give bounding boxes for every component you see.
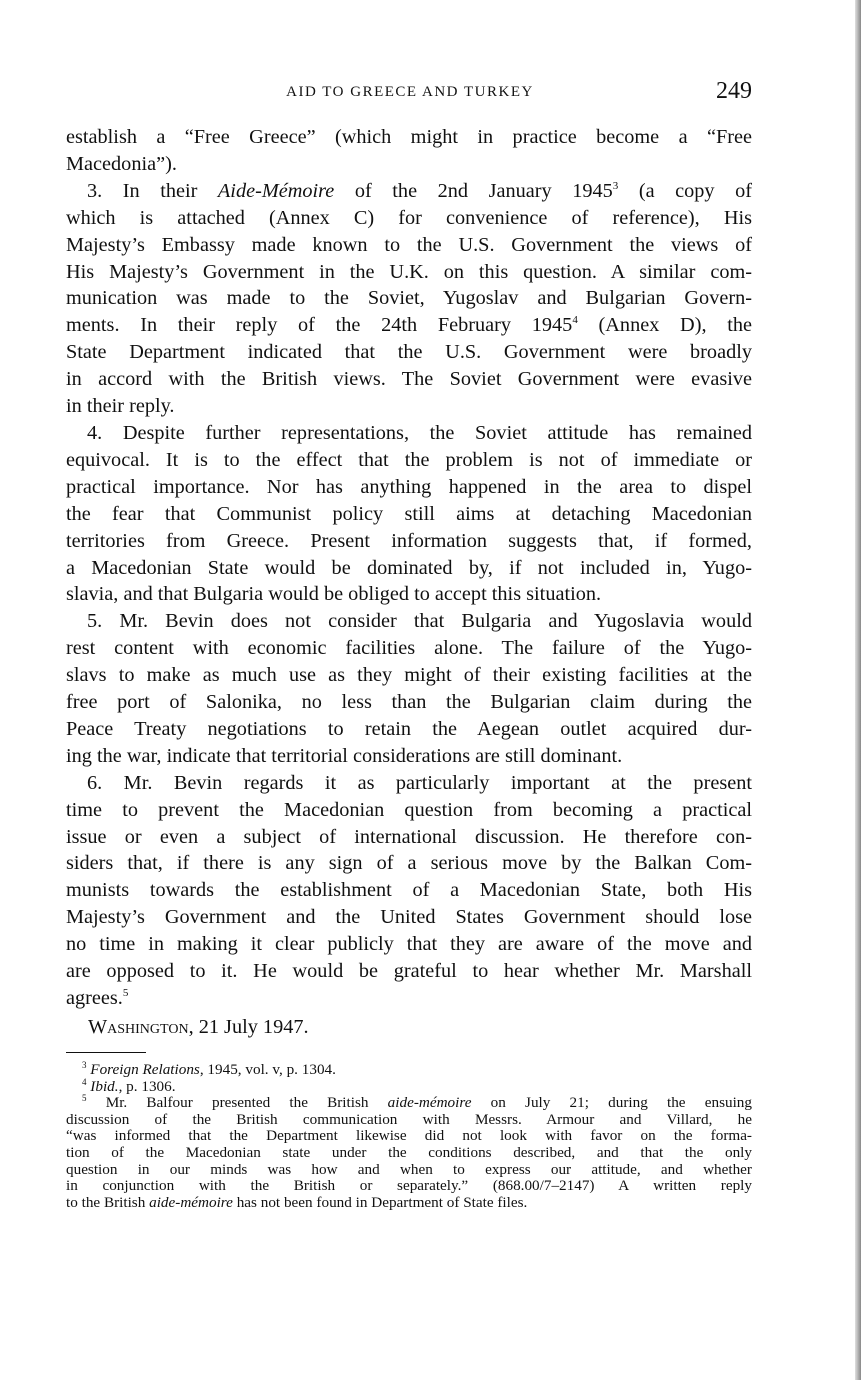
text-line <box>66 232 752 259</box>
text-run: question in our minds was how and when to express our attitude, and whether <box>66 1160 752 1178</box>
text-line <box>66 339 752 366</box>
text-line <box>66 877 752 904</box>
body-text <box>66 124 752 1012</box>
text-run: in conjunction with the British or separately.” (868.00/7–2147) A written reply <box>66 1177 752 1195</box>
footnote-marker: 3 <box>82 1059 87 1070</box>
text-line <box>66 474 752 501</box>
footnote-line <box>66 1076 752 1096</box>
text-run: 4. Despite further representations, the Soviet attitude has remained <box>87 421 752 444</box>
text-line <box>66 528 752 555</box>
running-head: AID TO GREECE AND TURKEY <box>286 84 534 100</box>
text-line <box>66 716 752 743</box>
text-run: to the British <box>66 1193 150 1211</box>
text-run: munication was made to the Soviet, Yugoslav and Bulgarian Govern- <box>66 287 752 310</box>
footnote-marker: 5 <box>122 987 129 1000</box>
text-line <box>66 124 752 151</box>
text-line <box>66 501 752 528</box>
text-run: in their reply. <box>66 395 175 418</box>
text-line <box>66 958 752 985</box>
footnote-marker: 5 <box>82 1093 87 1104</box>
text-run: which is attached (Annex C) for convenience of reference), His <box>66 206 752 229</box>
footnote-rule <box>66 1052 146 1053</box>
text-line <box>66 312 752 339</box>
text-run: Macedonia”). <box>66 152 177 175</box>
text-line <box>66 931 752 958</box>
text-run: State Department indicated that the U.S. Government were broadly <box>66 341 752 364</box>
italic-text: Ibid. <box>90 1077 119 1095</box>
page-header <box>68 78 752 110</box>
text-run: 5. Mr. Bevin does not consider that Bulgaria and Yugoslavia would <box>87 610 752 633</box>
text-line <box>66 447 752 474</box>
text-run: tion of the Macedonian state under the conditions described, and that the only <box>66 1143 752 1161</box>
text-run: discussion of the British communication with Messrs. Armour and Villard, he <box>66 1110 752 1128</box>
text-line <box>66 285 752 312</box>
text-line <box>66 824 752 851</box>
text-run: , 1945, vol. v, p. 1304. <box>199 1061 336 1078</box>
text-run: agrees. <box>66 987 123 1009</box>
text-run: ing the war, indicate that territorial considerations are still dominant. <box>66 744 623 767</box>
footnote-marker: 4 <box>82 1076 87 1087</box>
text-line <box>66 393 752 420</box>
text-run: practical importance. Nor has anything happened in the area to dispel <box>66 475 752 498</box>
footnotes <box>66 1059 752 1211</box>
text-run: rest content with economic facilities alone. The failure of the Yugo- <box>66 637 752 660</box>
footnote-line <box>66 1145 752 1162</box>
footnote-line <box>66 1162 752 1179</box>
text-line <box>66 581 752 608</box>
footnote-line <box>66 1095 752 1112</box>
text-line <box>66 420 752 447</box>
text-line <box>66 850 752 877</box>
text-run: of the 2nd January 1945 <box>334 179 613 202</box>
text-run: has not been found in Department of State files. <box>232 1193 528 1211</box>
text-run: a Macedonian State would be dominated by, if not included in, Yugo- <box>66 556 752 579</box>
text-line <box>66 178 752 205</box>
text-line <box>66 151 752 178</box>
text-run: His Majesty’s Government in the U.K. on this question. A similar com- <box>66 260 752 283</box>
footnote-line <box>66 1128 752 1145</box>
text-line <box>66 205 752 232</box>
page-number: 249 <box>716 78 752 104</box>
text-line <box>66 366 752 393</box>
text-run: siders that, if there is any sign of a serious move by the Balkan Com- <box>66 852 752 875</box>
footnote-marker: 4 <box>572 314 578 327</box>
text-line <box>66 689 752 716</box>
text-line <box>66 743 752 770</box>
text-run: Majesty’s Government and the United States Government should lose <box>66 906 752 929</box>
footnote-line <box>66 1195 752 1212</box>
text-line <box>66 904 752 931</box>
text-run: Mr. Balfour presented the British <box>86 1094 388 1112</box>
text-run: establish a “Free Greece” (which might in practice become a “Free <box>66 126 752 148</box>
paragraph <box>66 608 752 769</box>
italic-text: Aide-Mémoire <box>217 179 335 202</box>
text-run: Majesty’s Embassy made known to the U.S. Government the views of <box>66 233 752 256</box>
text-run: (Annex D), the <box>577 314 752 337</box>
paragraph <box>66 178 752 420</box>
page-edge-shadow <box>855 0 861 1380</box>
text-run: , p. 1306. <box>118 1077 176 1095</box>
text-run: in accord with the British views. The Soviet Government were evasive <box>66 368 752 391</box>
footnote <box>66 1095 752 1211</box>
text-run: (a copy of <box>618 179 752 202</box>
text-run: no time in making it clear publicly that they are aware of the move and <box>66 933 752 956</box>
footnote-line <box>66 1178 752 1195</box>
text-line <box>66 770 752 797</box>
italic-text: Foreign Relations <box>90 1061 200 1078</box>
footnote-marker: 3 <box>612 180 619 193</box>
text-run: slavs to make as much use as they might of their existing facilities at the <box>66 664 752 687</box>
text-run: time to prevent the Macedonian question from becoming a practical <box>66 798 752 821</box>
footnote <box>66 1076 752 1096</box>
text-run: issue or even a subject of international discussion. He therefore con- <box>66 825 752 848</box>
text-run: Peace Treaty negotiations to retain the Aegean outlet acquired dur- <box>66 717 752 740</box>
text-run: slavia, and that Bulgaria would be obliged to accept this situation. <box>66 583 602 606</box>
text-run: 6. Mr. Bevin regards it as particularly important at the present <box>87 771 752 794</box>
italic-text: aide-mémoire <box>149 1193 233 1211</box>
text-line <box>66 608 752 635</box>
dateline-place: Washington <box>88 1016 189 1038</box>
text-run: 3. In their <box>87 179 218 202</box>
dateline-date: , 21 July 1947. <box>188 1016 309 1038</box>
footnote-line <box>66 1112 752 1129</box>
text-line <box>66 635 752 662</box>
footnote-line <box>66 1059 752 1079</box>
text-run: the fear that Communist policy still aims at detaching Macedonian <box>66 502 752 525</box>
text-run: are opposed to it. He would be grateful to hear whether Mr. Marshall <box>66 960 752 983</box>
paragraph <box>66 124 752 178</box>
italic-text: aide-mémoire <box>387 1094 472 1112</box>
text-run: “was informed that the Department likewise did not look with favor on the forma- <box>66 1127 752 1145</box>
text-line <box>66 555 752 582</box>
paragraph <box>66 420 752 608</box>
text-run: on July 21; during the ensuing <box>471 1094 752 1112</box>
text-line <box>66 797 752 824</box>
text-line <box>66 259 752 286</box>
paragraph <box>66 770 752 1012</box>
text-run: free port of Salonika, no less than the Bulgarian claim during the <box>66 691 752 714</box>
text-run: munists towards the establishment of a Macedonian State, both His <box>66 879 752 902</box>
text-run: equivocal. It is to the effect that the problem is not of immediate or <box>66 448 752 471</box>
text-run: ments. In their reply of the 24th February 1945 <box>66 314 573 337</box>
footnote <box>66 1059 752 1079</box>
dateline <box>88 1016 309 1039</box>
text-run: territories from Greece. Present information suggests that, if formed, <box>66 529 752 552</box>
text-line <box>66 985 752 1012</box>
text-line <box>66 662 752 689</box>
